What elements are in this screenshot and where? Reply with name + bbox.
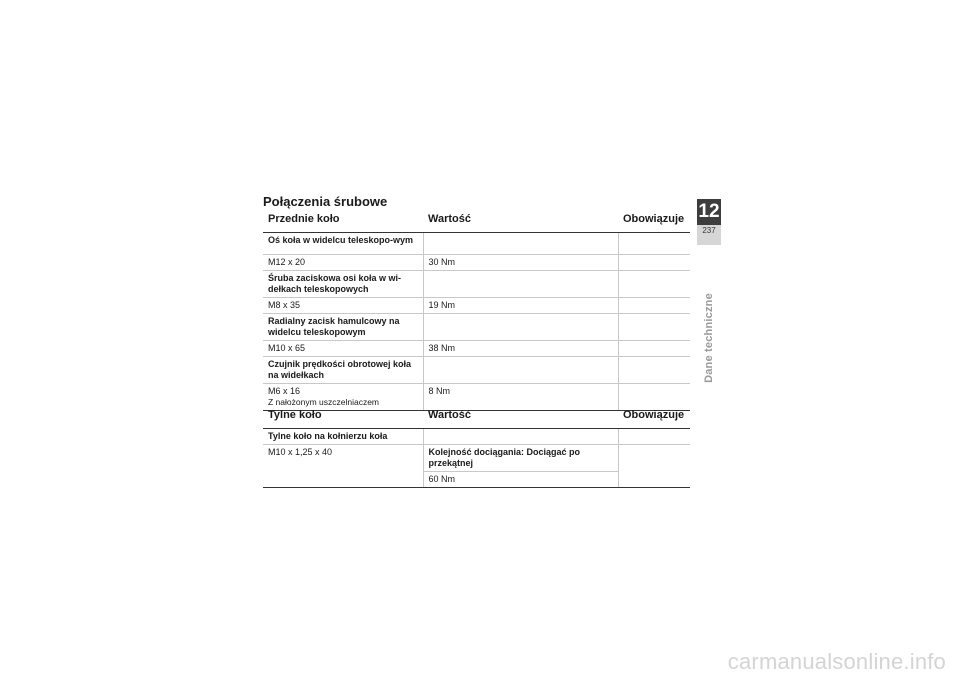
column-header-component: Tylne koło [263, 405, 423, 429]
component-spec-note: Z nałożonym uszczelniaczem [268, 397, 380, 407]
component-name: Śruba zaciskowa osi koła w wi-dełkach teleskopowych [263, 271, 423, 298]
torque-value: 38 Nm [423, 341, 618, 357]
component-spec: M8 x 35 [263, 298, 423, 314]
table-row [263, 445, 690, 472]
table-row [263, 314, 690, 341]
chapter-number-tab: 12 [697, 199, 721, 225]
table-header-row [263, 209, 690, 233]
section-title: Połączenia śrubowe [263, 194, 388, 209]
tightening-instruction: Kolejność dociągania: Dociągać po przekątnej [423, 445, 618, 472]
component-name: Oś koła w widelcu teleskopo-wym [263, 233, 423, 255]
torque-value: 19 Nm [423, 298, 618, 314]
component-name: Radialny zacisk hamulcowy na widelcu teleskopowym [263, 314, 423, 341]
component-spec: M10 x 1,25 x 40 [263, 445, 423, 488]
component-spec: M6 x 16 [268, 386, 301, 396]
table-row [263, 298, 690, 314]
component-name: Tylne koło na kołnierzu koła [263, 429, 423, 445]
table-row [263, 341, 690, 357]
column-header-value: Wartość [423, 209, 618, 233]
watermark-text: carmanualsonline.info [727, 649, 946, 674]
column-header-applies: Obowiązuje [618, 405, 690, 429]
torque-value: 8 Nm [423, 384, 618, 411]
component-spec: M12 x 20 [263, 255, 423, 271]
column-header-value: Wartość [423, 405, 618, 429]
component-name: Czujnik prędkości obrotowej koła na widełkach [263, 357, 423, 384]
component-spec: M10 x 65 [263, 341, 423, 357]
torque-value: 60 Nm [423, 472, 618, 488]
torque-value: 30 Nm [423, 255, 618, 271]
page-number: 237 [697, 225, 721, 245]
chapter-side-label: Dane techniczne [703, 293, 715, 383]
front-wheel-table [263, 209, 690, 411]
table-row [263, 255, 690, 271]
table-row [263, 271, 690, 298]
table-row [263, 357, 690, 384]
table-row [263, 233, 690, 255]
rear-wheel-table [263, 405, 690, 488]
table-header-row [263, 405, 690, 429]
column-header-component: Przednie koło [263, 209, 423, 233]
column-header-applies: Obowiązuje [618, 209, 690, 233]
table-row [263, 429, 690, 445]
